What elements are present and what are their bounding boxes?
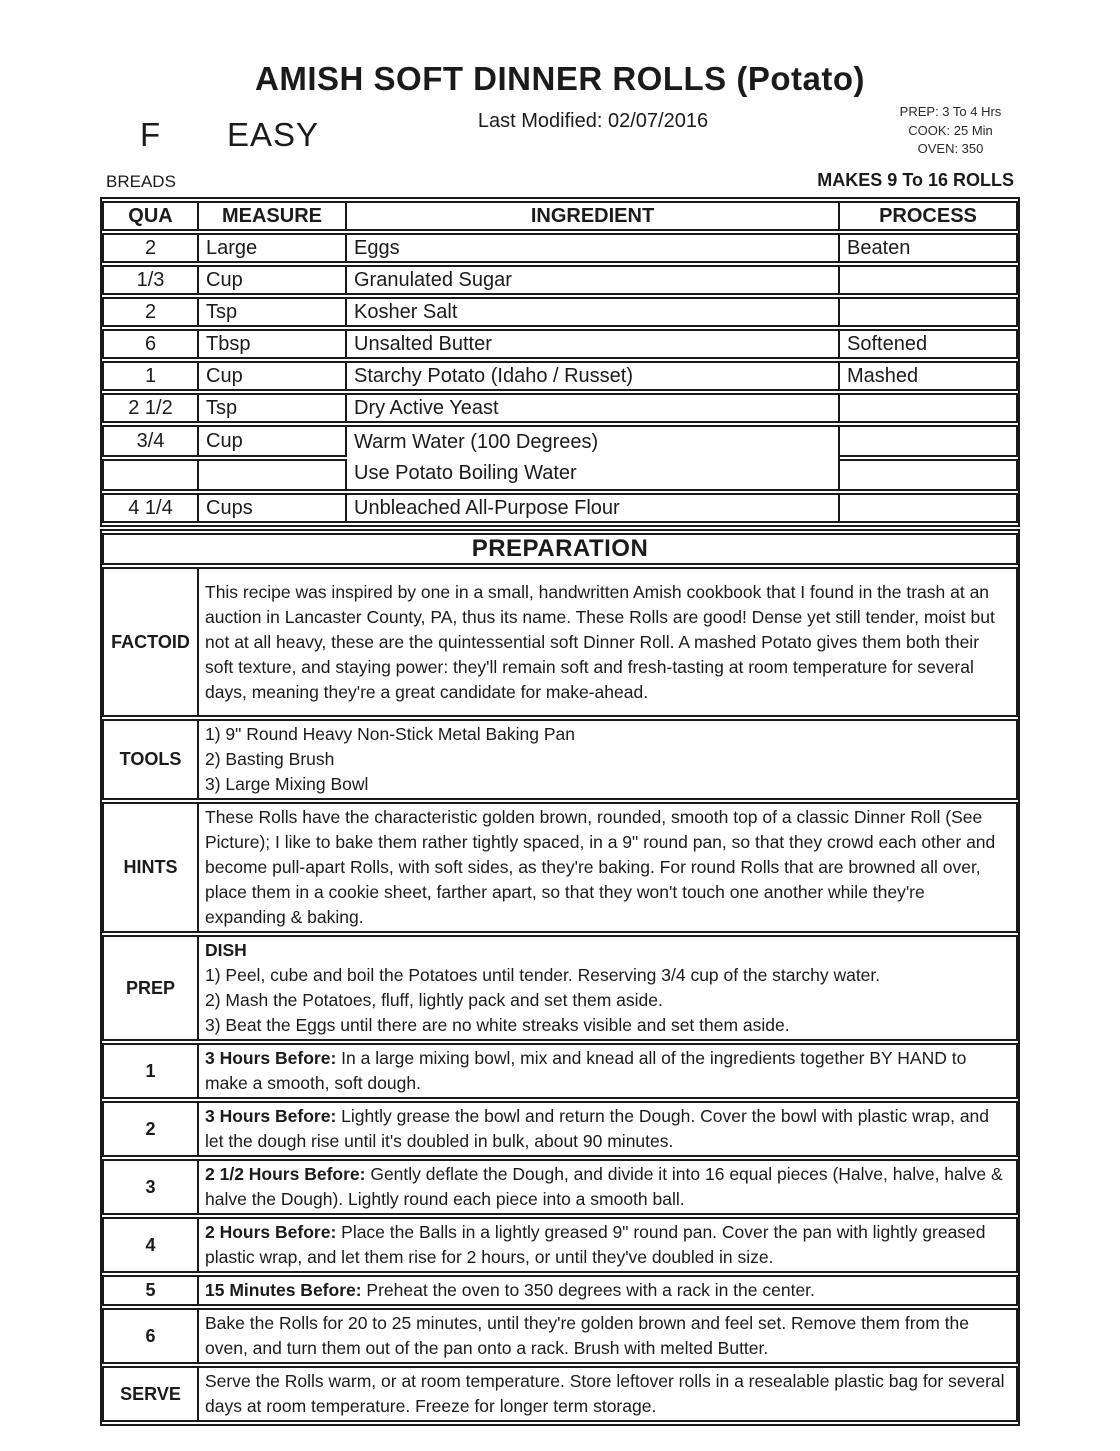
step-number: 5 (102, 1275, 199, 1306)
factoid-label: FACTOID (102, 567, 199, 717)
step-number: 4 (102, 1217, 199, 1273)
step-number: 3 (102, 1159, 199, 1215)
measure-cell: Large (199, 233, 347, 263)
measure-cell (199, 459, 347, 491)
file-letter: F (140, 116, 161, 153)
step-text (199, 1159, 1018, 1215)
ingredients-header-row (102, 201, 1018, 231)
measure-cell: Cup (199, 361, 347, 391)
col-header-measure: MEASURE (199, 201, 347, 231)
measure-cell: Cup (199, 265, 347, 295)
measure-cell: Cups (199, 493, 347, 523)
process-cell (840, 425, 1018, 457)
step-text (199, 1217, 1018, 1273)
ingredient-line-1: Warm Water (100 Degrees) (354, 431, 599, 453)
step-row (102, 1101, 1018, 1157)
qua-cell: 2 (102, 297, 199, 327)
time-meta-block (858, 103, 1043, 159)
col-header-qua: QUA (102, 201, 199, 231)
qua-cell (102, 459, 199, 491)
qua-cell: 3/4 (102, 425, 199, 457)
measure-cell: Tbsp (199, 329, 347, 359)
ingredient-cell: Unbleached All-Purpose Flour (347, 493, 840, 523)
prep-item: 2) Mash the Potatoes, fluff, lightly pack and set them aside. (205, 990, 663, 1010)
ingredient-cell: Unsalted Butter (347, 329, 840, 359)
hints-row (102, 802, 1018, 933)
serve-text: Serve the Rolls warm, or at room temperature. Store leftover rolls in a resealable plastic bag for several days at room temperature. Freeze for longer term storage. (199, 1366, 1018, 1422)
step-lead: 15 Minutes Before: (205, 1280, 362, 1300)
process-cell (840, 459, 1018, 491)
ingredient-cell: Kosher Salt (347, 297, 840, 327)
ingredient-row (102, 493, 1018, 523)
serve-row (102, 1366, 1018, 1422)
prep-heading: DISH (205, 940, 247, 960)
ingredient-line-2: Use Potato Boiling Water (354, 462, 577, 484)
step-body: Gently deflate the Dough, and divide it into 16 equal pieces (Halve, halve, halve & halve the Dough). Lightly round each piece into a smooth ball. (205, 1164, 1003, 1209)
qua-cell: 1 (102, 361, 199, 391)
ingredient-cell: Starchy Potato (Idaho / Russet) (347, 361, 840, 391)
prep-time: PREP: 3 To 4 Hrs (899, 104, 1002, 119)
step-body: In a large mixing bowl, mix and knead all of the ingredients together BY HAND to make a smooth, soft dough. (205, 1048, 967, 1093)
step-text (199, 1308, 1018, 1364)
step-body: Place the Balls in a lightly greased 9" round pan. Cover the pan with lightly greased plastic wrap, and let them rise for 2 hours, or until they've doubled in size. (205, 1222, 986, 1267)
col-header-process: PROCESS (840, 201, 1018, 231)
col-header-ingredient: INGREDIENT (347, 201, 840, 231)
step-body: Preheat the oven to 350 degrees with a rack in the center. (361, 1280, 815, 1300)
oven-temp: OVEN: 350 (917, 141, 984, 156)
step-text (199, 1275, 1018, 1306)
qua-cell: 2 1/2 (102, 393, 199, 423)
tools-row (102, 719, 1018, 800)
ingredient-cell: Eggs (347, 233, 840, 263)
preparation-title: PREPARATION (102, 533, 1018, 565)
ingredient-cell: Granulated Sugar (347, 265, 840, 295)
measure-cell: Tsp (199, 297, 347, 327)
ingredient-row (102, 297, 1018, 327)
tools-list (199, 719, 1018, 800)
yield-label: MAKES 9 To 16 ROLLS (817, 170, 1014, 190)
tool-item: 2) Basting Brush (205, 749, 335, 769)
difficulty-label: EASY (227, 116, 320, 153)
ingredient-row (102, 425, 1018, 457)
ingredients-table (100, 197, 1020, 527)
step-lead: 3 Hours Before: (205, 1048, 337, 1068)
cook-time: COOK: 25 Min (908, 122, 993, 138)
step-text (199, 1043, 1018, 1099)
process-cell (840, 493, 1018, 523)
prep-row (102, 935, 1018, 1041)
ingredient-row (102, 329, 1018, 359)
ingredient-row (102, 393, 1018, 423)
step-number: 6 (102, 1308, 199, 1364)
tool-item: 3) Large Mixing Bowl (205, 774, 369, 794)
ingredient-row (102, 233, 1018, 263)
ingredient-row (102, 361, 1018, 391)
last-modified: Last Modified: 02/07/2016 (477, 110, 709, 132)
step-row (102, 1275, 1018, 1306)
ingredient-cell: Dry Active Yeast (347, 393, 840, 423)
page-title: AMISH SOFT DINNER ROLLS (Potato) (255, 60, 865, 97)
factoid-text: This recipe was inspired by one in a small, handwritten Amish cookbook that I found in the trash at an auction in Lancaster County, PA, thus its name. These Rolls are good! Dense yet still tender, moist but not at all heavy, these are the quintessential soft Dinner Roll. A mashed Potato gives them both their soft texture, and staying power: they'll remain soft and fresh-tasting at room temperature for several days, meaning they're a great candidate for make-ahead. (199, 567, 1018, 717)
qua-cell: 2 (102, 233, 199, 263)
step-row (102, 1159, 1018, 1215)
prep-item: 3) Beat the Eggs until there are no white streaks visible and set them aside. (205, 1015, 790, 1035)
step-body: Bake the Rolls for 20 to 25 minutes, until they're golden brown and feel set. Remove them from the oven, and turn them out of the pan onto a rack. Brush with melted Butter. (205, 1313, 970, 1358)
step-number: 1 (102, 1043, 199, 1099)
step-body: Lightly grease the bowl and return the Dough. Cover the bowl with plastic wrap, and let the dough rise until it's doubled in bulk, about 90 minutes. (205, 1106, 990, 1151)
step-row (102, 1043, 1018, 1099)
qua-cell: 6 (102, 329, 199, 359)
process-cell: Softened (840, 329, 1018, 359)
factoid-row (102, 567, 1018, 717)
preparation-table (100, 529, 1020, 1426)
category-label: BREADS (106, 172, 176, 191)
process-cell (840, 265, 1018, 295)
hints-label: HINTS (102, 802, 199, 933)
ingredient-row (102, 265, 1018, 295)
qua-cell: 1/3 (102, 265, 199, 295)
measure-cell: Cup (199, 425, 347, 457)
step-lead: 2 Hours Before: (205, 1222, 337, 1242)
step-row (102, 1308, 1018, 1364)
preparation-header-row (102, 533, 1018, 565)
serve-label: SERVE (102, 1366, 199, 1422)
tool-item: 1) 9" Round Heavy Non-Stick Metal Baking Pan (205, 724, 576, 744)
tools-label: TOOLS (102, 719, 199, 800)
prep-label: PREP (102, 935, 199, 1041)
step-text (199, 1101, 1018, 1157)
prep-list (199, 935, 1018, 1041)
step-number: 2 (102, 1101, 199, 1157)
process-cell: Beaten (840, 233, 1018, 263)
process-cell (840, 297, 1018, 327)
process-cell: Mashed (840, 361, 1018, 391)
step-row (102, 1217, 1018, 1273)
step-lead: 2 1/2 Hours Before: (205, 1164, 366, 1184)
measure-cell: Tsp (199, 393, 347, 423)
hints-text: These Rolls have the characteristic golden brown, rounded, smooth top of a classic Dinner Roll (See Picture); I like to bake them rather tightly spaced, in a 9" round pan, so that they crowd each other and become pull-apart Rolls, with soft sides, as they're baking. For round Rolls that are browned all over, place them in a cookie sheet, farther apart, so that they won't touch one another while they're expanding & baking. (199, 802, 1018, 933)
step-lead: 3 Hours Before: (205, 1106, 337, 1126)
process-cell (840, 393, 1018, 423)
ingredient-cell-merged (347, 425, 840, 491)
qua-cell: 4 1/4 (102, 493, 199, 523)
prep-item: 1) Peel, cube and boil the Potatoes until tender. Reserving 3/4 cup of the starchy water. (205, 965, 881, 985)
